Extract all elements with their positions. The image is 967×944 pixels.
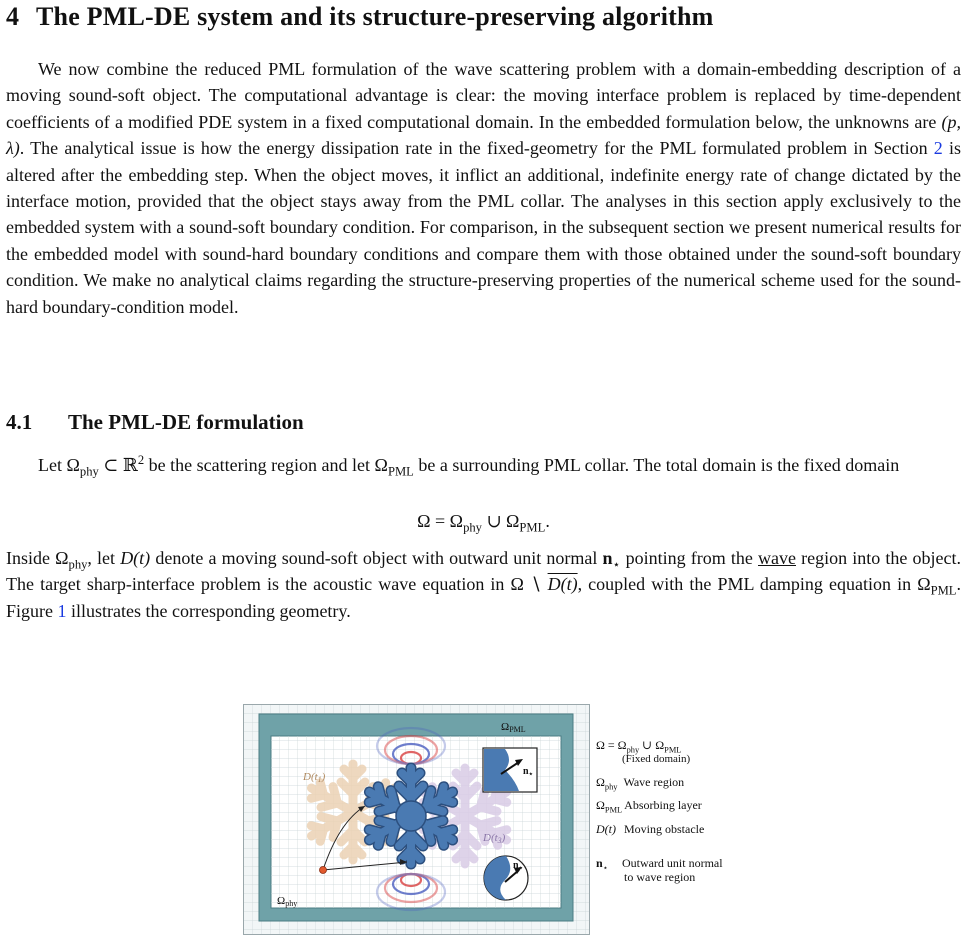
r2-superscript: 2 [137,453,145,467]
p3-text-h: illustrates the corresponding geometry. [66,600,351,621]
omega-pml-symbol: Ω [374,455,388,475]
moving-obstacle [363,768,458,864]
geometry-figure [243,704,591,936]
wave-word: wave [758,548,796,568]
subsection-title: The PML-DE formulation [68,410,304,434]
legend-row-pml: $\Omega_{PML}$ Absorbing layer [596,798,702,815]
section-2-link[interactable]: 2 [933,138,943,159]
p3-text-f: , coupled with the PML damping equation in Ω [577,574,931,595]
label-dt1: D(t1) [303,771,326,784]
p3-text-a: Inside Ω [6,548,69,568]
label-normal-square: $n_⋆$ [523,766,533,778]
dt-symbol: D(t) [120,548,151,568]
legend-row-wave: $\Omega_{phy}$ Wave region [596,775,685,792]
p3-text-c: denote a moving sound-soft object with outward unit normal [150,548,603,568]
intro-text-3: is altered after the embedding step. When the object moves, it inflict an additional, indefinite energy rate of change dictated by the interface motion, provided that the object stays away from the PML collar. The analyses in this section apply exclusively to the embedded system with a sound-soft boundary condition. For comparison, in the subsequent section we present numerical results for the embedded model with sound-hard boundary conditions and compare them with those obtained under the sound-soft boundary condition. We make no analytical claims regarding the structure-preserving properties of the numerical scheme used for the sound-hard boundary-condition model. [6,138,962,317]
p3-text-d: pointing from the [620,548,758,568]
eq-sub-pml: PML [519,520,546,535]
object-paragraph [6,545,961,624]
label-dt3: D(t3) [483,832,506,845]
section-title: The PML-DE system and its structure-preserving algorithm [36,2,714,31]
eq-sub-phy: phy [463,520,482,535]
normal-star: ⋆ [612,557,621,572]
section-heading [6,2,714,32]
legend-row-domain: $\Omega = \Omega_{phy}$ ∪ $\Omega_{PML}$ [596,738,682,755]
unknowns-symbol: (p, λ) [6,111,961,159]
eq-mid: ∪ Ω [481,511,520,531]
normal-symbol: n [602,548,613,568]
p2-text-a: Let [38,455,67,475]
omega-pml-sub: PML [387,464,414,479]
p3-text-b: , let [87,548,121,568]
subsection-heading [6,410,304,435]
p3-sub-pml: PML [930,584,957,598]
eq-end: . [545,511,550,531]
eq-lhs: Ω = Ω [417,511,464,531]
p3-text-e: region into the object. The target sharp-interface problem is the acoustic wave equation in Ω ∖ [6,548,962,595]
subsection-number: 4.1 [6,410,33,434]
interface-zoom-inset-circle [484,856,528,900]
p2-text-b: ⊂ ℝ [98,455,138,475]
p2-text-d: be a surrounding PML collar. The total domain is the fixed domain [413,455,900,475]
label-omega-phy: Ωphy [277,895,298,908]
label-omega-pml: ΩPML [501,721,526,734]
omega-phy-symbol: Ω [66,455,80,475]
start-point-marker [320,867,327,874]
omega-phy-sub: phy [79,464,99,479]
legend-row-normal-2: to wave region [624,870,696,884]
domain-equation [0,508,967,534]
legend-row-normal: $n_⋆$ Outward unit normal [596,856,723,873]
figure-1-link[interactable]: 1 [57,600,67,621]
section-number: 4 [6,2,20,31]
legend-row-obstacle: D(t) Moving obstacle [596,822,705,836]
intro-text-1: We now combine the reduced PML formulation of the wave scattering problem with a domain-embedding description of a moving sound-soft object. The computational advantage is clear: the moving interface problem is replaced by time-dependent coefficients of a modified PDE system in a fixed computational domain. In the embedded formulation below, the unknowns are [6,59,961,132]
dt-closure-symbol: D(t) [547,574,578,595]
domain-paragraph [6,452,961,478]
p3-sub-phy: phy [68,557,88,572]
p3-text-g: . Figure [6,574,961,621]
label-normal-circle: $n_⋆$ [513,860,523,872]
legend-row-domain-note: (Fixed domain) [622,753,691,765]
intro-paragraph [6,56,961,320]
intro-text-2: . The analytical issue is how the energy dissipation rate in the fixed-geometry for the PML formulated problem in Section [19,138,934,159]
p2-text-c: be the scattering region and let [144,455,375,475]
